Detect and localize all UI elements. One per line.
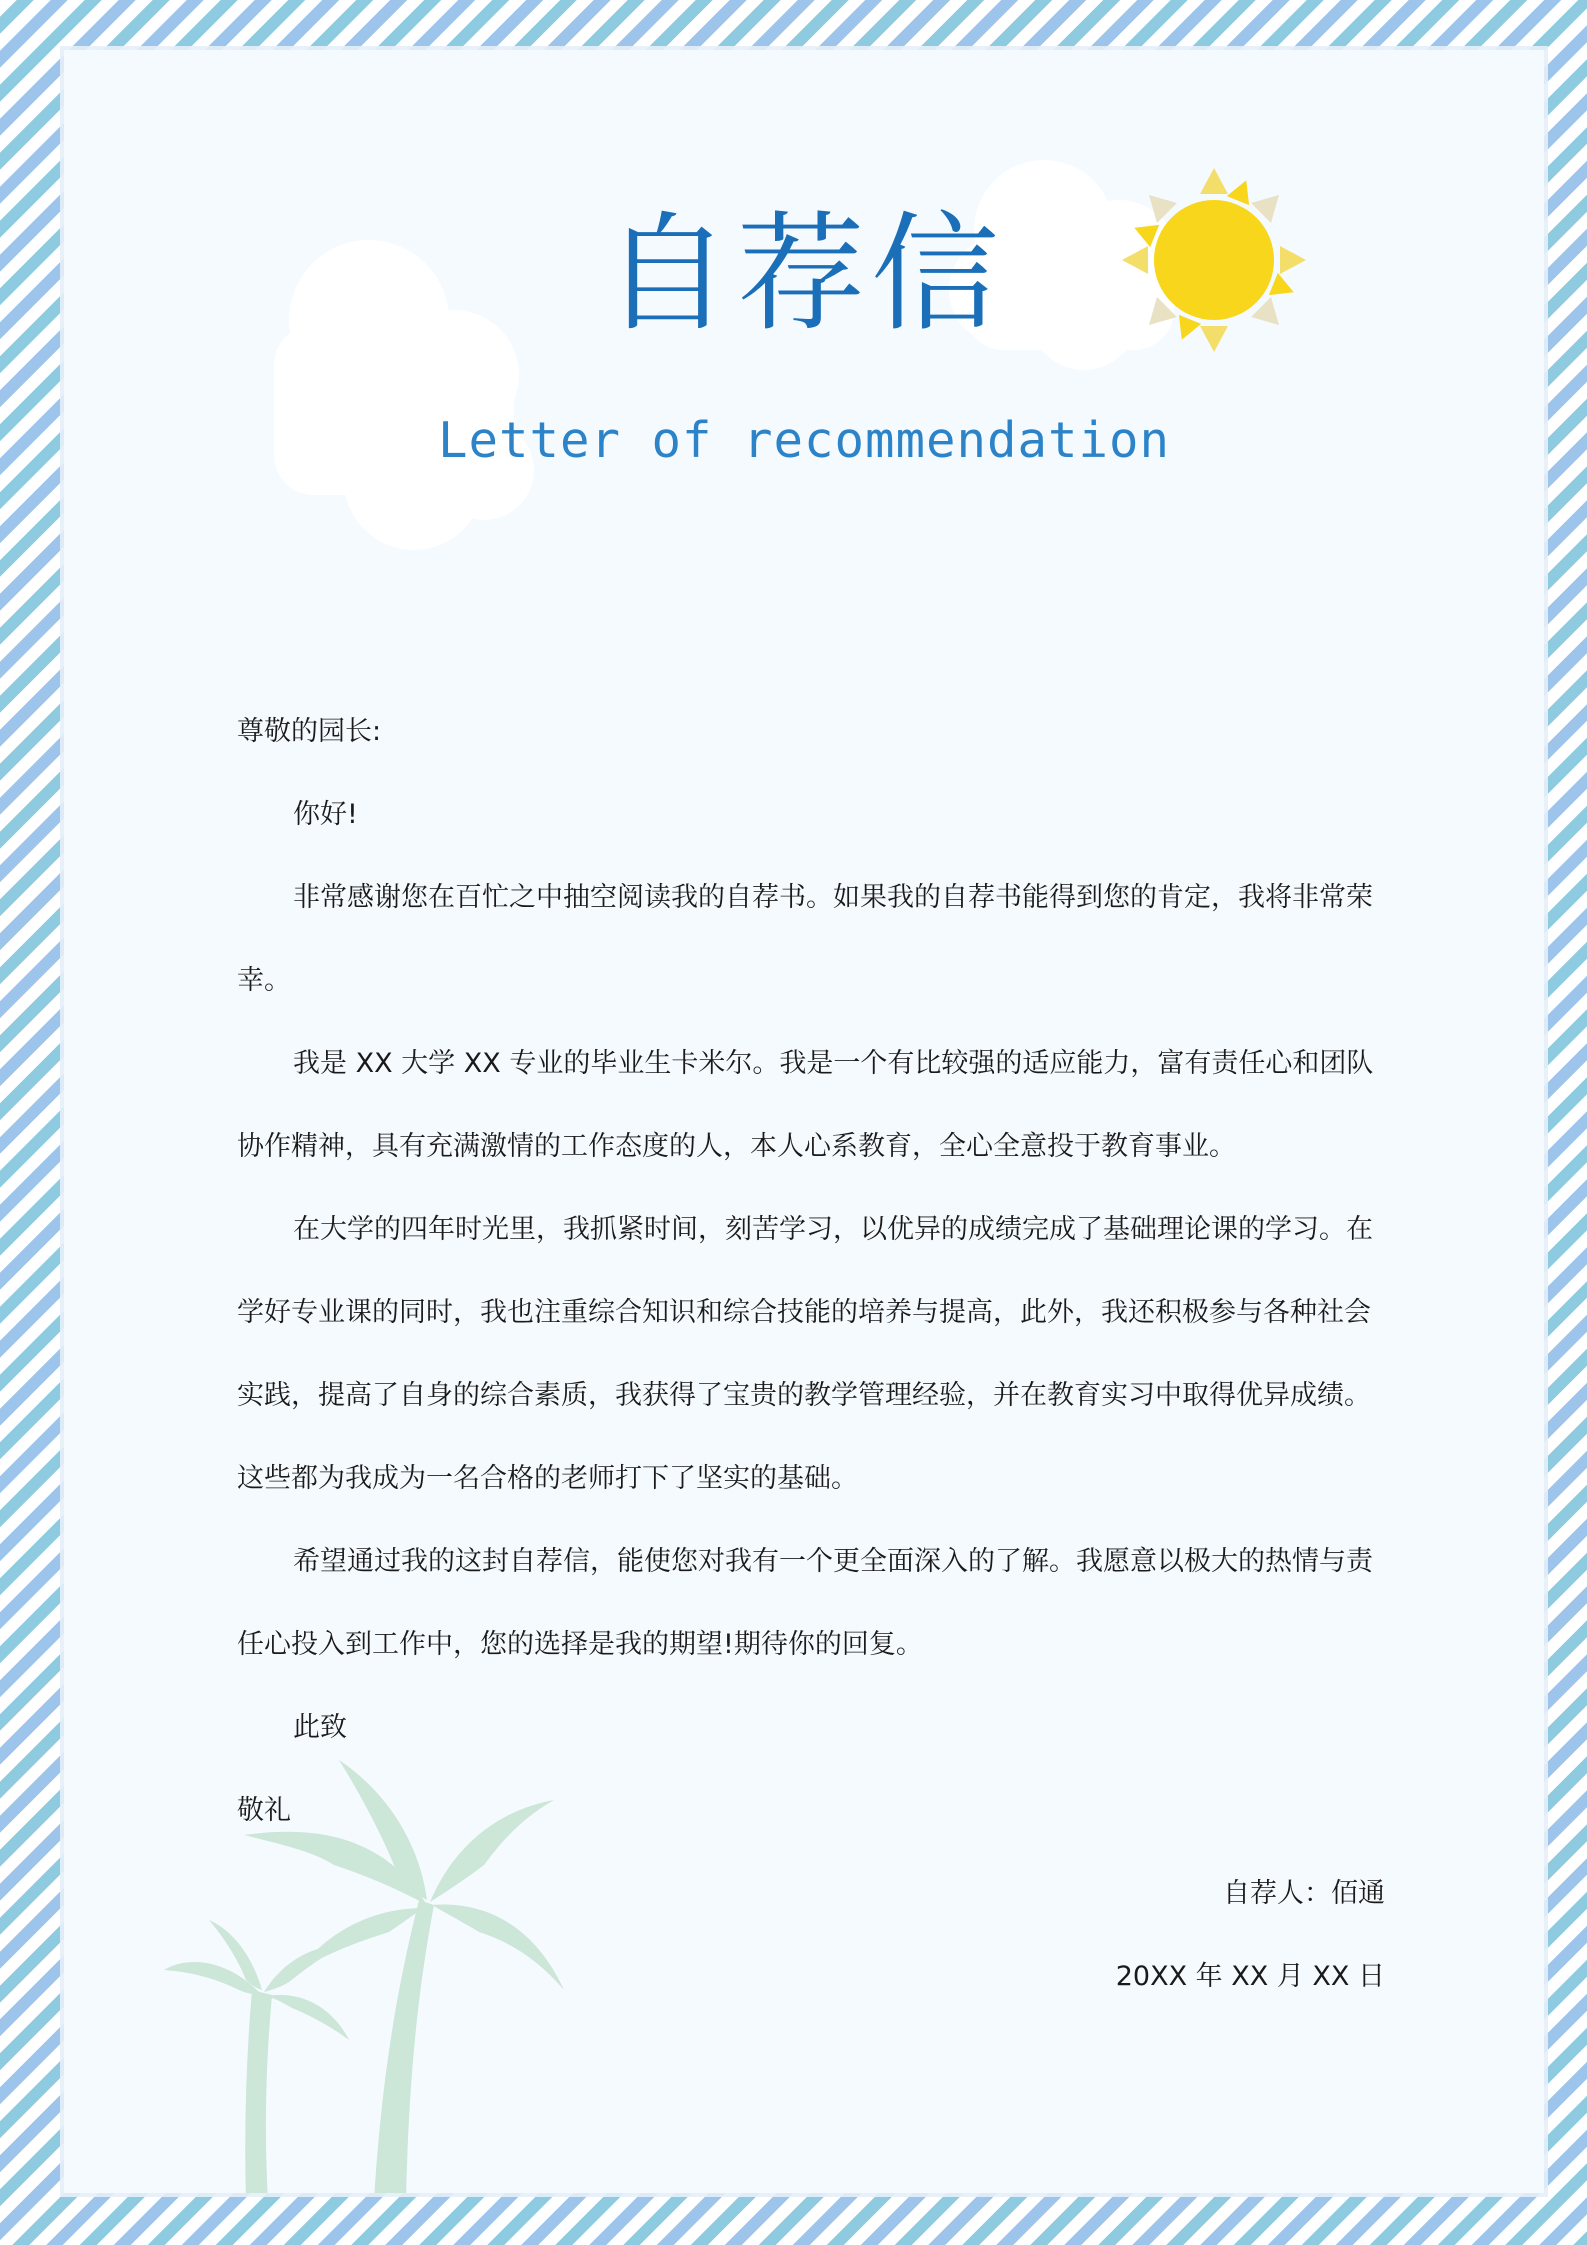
letter-body xyxy=(237,690,1385,2018)
salutation: 尊敬的园长: xyxy=(237,716,382,747)
paragraph: 非常感谢您在百忙之中抽空阅读我的自荐书。如果我的自荐书能得到您的肯定，我将非常荣幸。 xyxy=(237,882,1373,996)
letter-title: 自荐信 xyxy=(602,200,1005,349)
closing-regards: 敬礼 xyxy=(237,1795,291,1826)
paragraph: 希望通过我的这封自荐信，能使您对我有一个更全面深入的了解。我愿意以极大的热情与责任心投入到工作中，您的选择是我的期望!期待你的回复。 xyxy=(237,1546,1373,1660)
letter-sheet xyxy=(64,50,1544,2193)
letter-subtitle: Letter of recommendation xyxy=(437,412,1170,469)
closing-line: 此致 xyxy=(293,1712,347,1743)
paragraph: 在大学的四年时光里，我抓紧时间，刻苦学习，以优异的成绩完成了基础理论课的学习。在学好专业课的同时，我也注重综合知识和综合技能的培养与提高，此外，我还积极参与各种社会实践，提高了自身的综合素质，我获得了宝贵的教学管理经验，并在教育实习中取得优异成绩。这些都为我成为一名合格的老师打下了坚实的基础。 xyxy=(237,1214,1373,1494)
greeting: 你好! xyxy=(293,799,358,830)
letter-date: 20XX 年 XX 月 XX 日 xyxy=(1115,1961,1385,1992)
signature: 自荐人：佰通 xyxy=(1223,1878,1385,1909)
paragraph: 我是 XX 大学 XX 专业的毕业生卡米尔。我是一个有比较强的适应能力，富有责任心和团队协作精神，具有充满激情的工作态度的人，本人心系教育，全心全意投于教育事业。 xyxy=(237,1048,1374,1162)
